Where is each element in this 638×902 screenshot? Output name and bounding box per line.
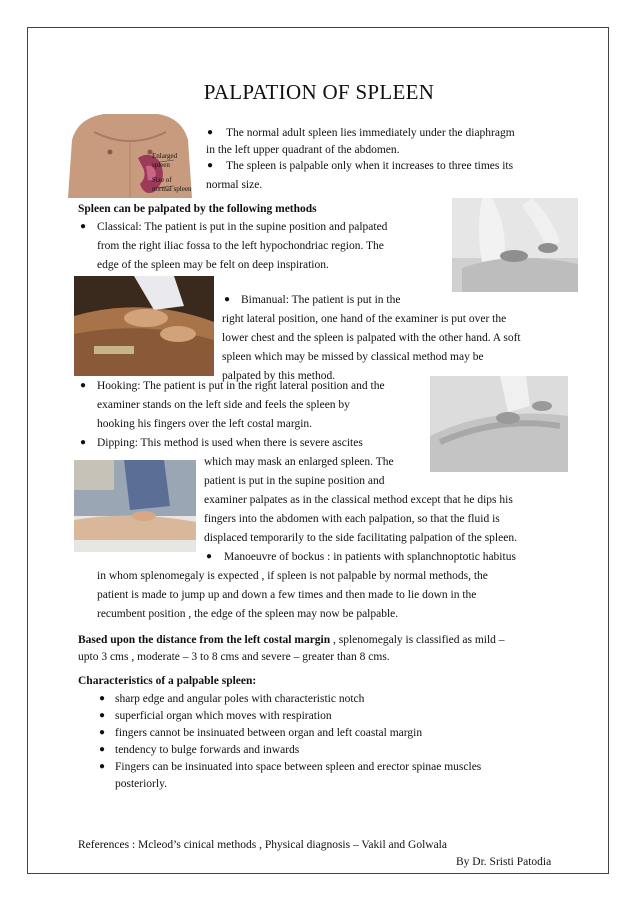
bimanual-line-2: right lateral position, one hand of the examiner is put over the: [222, 313, 507, 325]
characteristic-item: Fingers can be insinuated into space between spleen and erector spinae muscles: [115, 761, 482, 773]
dipping-line-1: Dipping: This method is used when there is severe ascites: [97, 437, 363, 449]
bullet-dot: ●: [207, 127, 214, 138]
bimanual-line-1: Bimanual: The patient is put in the: [241, 294, 401, 306]
classification-line-1: [78, 631, 505, 649]
figure-label-enlarged: Enlarged spleen: [152, 152, 178, 169]
classification-bold: Based upon the distance from the left costal margin: [78, 634, 331, 646]
bockus-line-4: recumbent position , the edge of the spleen may now be palpable.: [97, 608, 399, 620]
bullet-dot: ●: [99, 710, 106, 721]
dipping-line-4: examiner palpates as in the classical method except that he dips his: [204, 494, 513, 506]
dipping-line-6: displaced temporarily to the side facilitating palpation of the spleen.: [204, 532, 517, 544]
bullet-dot: ●: [80, 380, 87, 391]
classical-line-2: from the right iliac fossa to the left hypochondriac region. The: [97, 240, 384, 252]
characteristic-item: sharp edge and angular poles with characteristic notch: [115, 693, 365, 705]
characteristic-item: tendency to bulge forwards and inwards: [115, 744, 300, 756]
bullet-dot: ●: [99, 761, 106, 772]
bullet-dot: ●: [99, 744, 106, 755]
bockus-line-2: in whom splenomegaly is expected , if spleen is not palpable by normal methods, the: [97, 570, 488, 582]
hooking-line-2: examiner stands on the left side and feels the spleen by: [97, 399, 350, 411]
hooking-line-1: Hooking: The patient is put in the right lateral position and the: [97, 380, 385, 392]
characteristics-heading: Characteristics of a palpable spleen:: [78, 675, 257, 687]
intro-line-1: The normal adult spleen lies immediately under the diaphragm: [226, 127, 515, 139]
bullet-dot: ●: [99, 727, 106, 738]
characteristic-item-cont: posteriorly.: [115, 778, 167, 790]
classification-rest: , splenomegaly is classified as mild –: [330, 634, 505, 646]
bimanual-palpation-photo: [74, 276, 214, 376]
hooking-palpation-photo: [430, 376, 568, 472]
classification-line-2: upto 3 cms , moderate – 3 to 8 cms and severe – greater than 8 cms.: [78, 651, 390, 663]
bimanual-line-5: palpated by this method.: [222, 370, 336, 382]
author: By Dr. Sristi Patodia: [456, 856, 552, 868]
bullet-dot: ●: [224, 294, 231, 305]
page-title: PALPATION OF SPLEEN: [203, 80, 435, 104]
classical-line-1: Classical: The patient is put in the supine position and palpated: [97, 221, 388, 233]
dipping-palpation-photo: [74, 460, 196, 552]
dipping-line-3: patient is put in the supine position and: [204, 475, 385, 487]
hooking-line-3: hooking his fingers over the left costal margin.: [97, 418, 313, 430]
methods-heading: Spleen can be palpated by the following methods: [78, 203, 317, 215]
characteristic-item: superficial organ which moves with respiration: [115, 710, 332, 722]
figure-label-normal: Size of normal spleen: [152, 176, 192, 193]
bimanual-line-3: lower chest and the spleen is palpated with the other hand. A soft: [222, 332, 521, 344]
bullet-dot: ●: [207, 160, 214, 171]
classical-palpation-photo: [452, 198, 578, 292]
bockus-line-3: patient is made to jump up and down a few times and then made to lie down in the: [97, 589, 477, 601]
dipping-line-5: fingers into the abdomen with each palpation, so that the fluid is: [204, 513, 500, 525]
bullet-dot: ●: [99, 693, 106, 704]
intro-line-4: normal size.: [206, 179, 263, 191]
characteristic-item: fingers cannot be insinuated between organ and left coastal margin: [115, 727, 423, 739]
intro-line-3: The spleen is palpable only when it increases to three times its: [226, 160, 514, 172]
bullet-dot: ●: [80, 437, 87, 448]
classical-line-3: edge of the spleen may be felt on deep inspiration.: [97, 259, 329, 271]
bullet-dot: ●: [206, 551, 213, 562]
references: References : Mcleod’s cinical methods , Physical diagnosis – Vakil and Golwala: [78, 839, 447, 851]
bockus-line-1: Manoeuvre of bockus : in patients with splanchnoptotic habitus: [224, 551, 516, 563]
bullet-dot: ●: [80, 221, 87, 232]
intro-line-2: in the left upper quadrant of the abdomen.: [206, 144, 400, 156]
dipping-line-2: which may mask an enlarged spleen. The: [204, 456, 394, 468]
bimanual-line-4: spleen which may be missed by classical method may be: [222, 351, 484, 363]
